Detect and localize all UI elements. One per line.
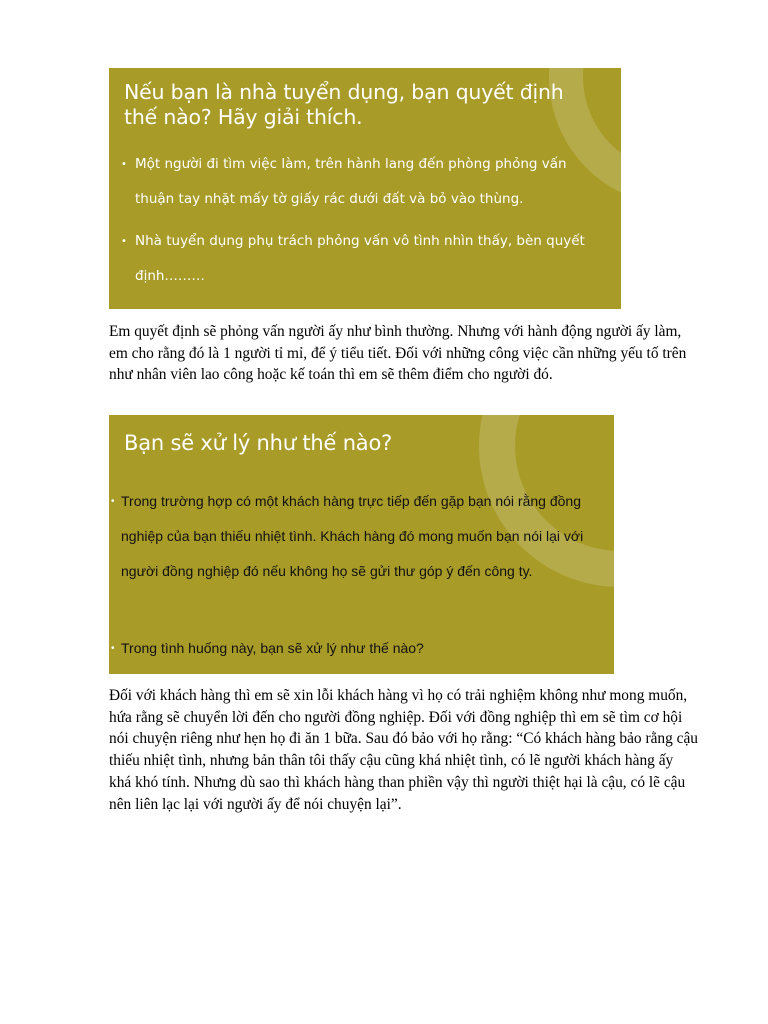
slide-2-bullet [111,484,609,589]
slide-2-bullet [111,631,609,666]
bullet-dot-icon: • [121,236,127,247]
slide-1-bullet [121,147,591,217]
slide-2-bullet-text: Trong tình huống này, bạn sẽ xử lý như thế nào? [121,640,424,656]
answer-paragraph-2: Đối với khách hàng thì em sẽ xin lỗi khách hàng vì họ có trải nghiệm không như mong muốn, hứa rằng sẽ chuyển lời đến cho người đồng nghiệp. Đối với đồng nghiệp thì em sẽ tìm cơ hội nói chuyện riêng như hẹn họ đi ăn 1 bữa. Sau đó bảo với họ rằng: “Có khách hàng bảo rằng cậu thiếu nhiệt tình, nhưng bản thân tôi thấy cậu cũng khá nhiệt tình, có lẽ người khách hàng ấy khá khó tính. Nhưng dù sao thì khách hàng than phiền vậy thì người thiệt hại là cậu, có lẽ cậu nên liên lạc lại với người ấy để nói chuyện lại”. [109,687,698,813]
question-slide-2 [109,415,614,674]
slide-1-bullet-text: Nhà tuyển dụng phụ trách phỏng vấn vô tình nhìn thấy, bèn quyết định……… [135,233,585,284]
slide-2-bullet-text: Trong trường hợp có một khách hàng trực tiếp đến gặp bạn nói rằng đồng nghiệp của bạn thiếu nhiệt tình. Khách hàng đó mong muốn bạn nói lại với người đồng nghiệp đó nếu không họ sẽ gửi thư góp ý đến công ty. [121,493,584,579]
slide-2-title: Bạn sẽ xử lý như thế nào? [124,431,393,455]
slide-1-bullet [121,224,591,294]
slide-1-title: Nếu bạn là nhà tuyển dụng, bạn quyết định thế nào? Hãy giải thích. [124,80,564,129]
slide-1-bullet-text: Một người đi tìm việc làm, trên hành lang đến phòng phỏng vấn thuận tay nhặt mấy tờ giấy rác dưới đất và bỏ vào thùng. [135,156,567,207]
question-slide-1 [109,68,621,309]
answer-paragraph-1: Em quyết định sẽ phỏng vấn người ấy như bình thường. Nhưng với hành động người ấy làm, em cho rằng đó là 1 người tỉ mỉ, để ý tiểu tiết. Đối với những công việc cần những yếu tố trên như nhân viên lao công hoặc kế toán thì em sẽ thêm điểm cho người đó. [109,323,687,384]
bullet-dot-icon: • [111,643,115,654]
bullet-dot-icon: • [111,496,115,507]
bullet-dot-icon: • [121,159,127,170]
